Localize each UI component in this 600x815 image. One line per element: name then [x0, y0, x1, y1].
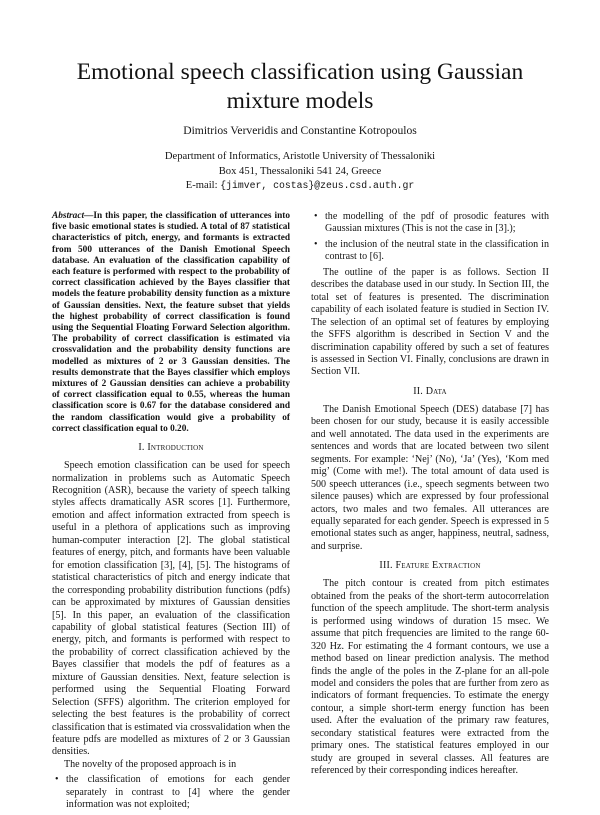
paper-title: Emotional speech classification using Gaussian mixture models	[76, 59, 524, 114]
list-item	[311, 211, 549, 236]
novelty-list-left	[52, 774, 290, 811]
affiliation-address: Box 451, Thessaloniki 541 24, Greece	[218, 165, 382, 177]
paper-authors: Dimitrios Ververidis and Constantine Kotropoulos	[183, 124, 417, 137]
list-item	[52, 774, 290, 811]
list-item	[311, 239, 549, 264]
email-label: E-mail:	[185, 180, 221, 192]
list-item-text: the inclusion of the neutral state in the classification in contrast to [6].	[325, 238, 549, 263]
abstract	[52, 211, 290, 435]
intro-paragraph-1: Speech emotion classification can be used for speech normalization in problems such as Automatic Speech Recognition (ASR), because the variety of speech talking styles affects dramatically ASR scores [1]. Furthermore, emotion and affect information extracted from speech is useful in a plethora of applications such as improving human-computer interaction [2]. The global statistical features of energy, pitch, and formants have been valuable for emotion classification [3], [4], [5]. The histograms of statistical characteristics of pitch and energy indicate that the corresponding probability distribution functions (pdfs) can be approximated by mixtures of Gaussian densities [5]. In this paper, an evaluation of the classification capability of global statistical features (Section III) of energy, pitch, and formants is performed with respect to the probability of correct classification achieved by the Bayes classifier that models the pdf of features as a mixture of Gaussian densities. Next, feature selection is performed using the Sequential Floating Forward Selection (SFFS) algorithm. The criterion employed for selecting the best features is the probability of correct classification that is estimated via crossvalidation when the feature pdfs are modelled as mixtures of 2 or 3 Gaussian densities.	[52, 460, 290, 758]
intro-paragraph-3: The outline of the paper is as follows. Section II describes the database used in our study. In Section III, the total set of features is presented. The discrimination capability of each isolated feature is studied in Section IV. The selection of an optimal set of features by employing the SFFS algorithm is described in Section V and the discrimination capability offered by such a set of features is assessed in Section VI. Finally, conclusions are drawn in Section VII.	[311, 266, 549, 378]
novelty-list-right	[311, 211, 549, 264]
bullet-icon: •	[314, 238, 318, 250]
data-paragraph-1: The Danish Emotional Speech (DES) database [7] has been chosen for our study, because it is easily accessible and well annotated. The data used in the experiments are sentences and words that are located between two silent segments. For example: ‘Nej’ (No), ‘Ja’ (Yes), ‘Kom med mig’ (Come with me!). The total amount of data used is 500 speech utterances (i.e., speech segments between two silence pauses) which are expressed by four professional actors, two males and two females. All utterances are equally separated for each gender. Speech is expressed in 5 emotional states such as anger, happiness, neutral, sadness, and surprise.	[311, 403, 549, 552]
bullet-icon: •	[55, 774, 59, 786]
bullet-icon: •	[314, 211, 318, 222]
right-column	[311, 211, 549, 778]
affiliation-block	[40, 150, 560, 194]
left-column	[52, 211, 290, 815]
section-heading-introduction: I. Introduction	[138, 442, 204, 454]
intro-paragraph-2: The novelty of the proposed approach is in	[64, 758, 237, 770]
email-address: {jimver, costas}@zeus.csd.auth.gr	[220, 180, 415, 192]
affiliation-email-line	[40, 179, 560, 194]
section-heading-data: II. Data	[413, 385, 447, 397]
abstract-text: —In this paper, the classification of utterances into five basic emotional states is studied. A total of 87 statistical characteristics of pitch, energy, and formants is extracted from 500 utterances of the Danish Emotional Speech database. An evaluation of the classification capability of each feature is performed with respect to the probability of correct classification achieved by the Bayes classifier that models the feature probability density function as a mixture of Gaussian densities. Next, the feature subset that yields the highest probability of correct classification is found using the Sequential Floating Forward Selection algorithm. The probability of correct classification is estimated via crossvalidation and the probability density functions are modelled as mixtures of 2 or 3 Gaussian densities. The results demonstrate that the Bayes classifier which employs mixtures of 2 Gaussian densities can achieve a probability of correct classification equal to 0.55, whereas the human classification score is 0.67 for the database considered and the random classification would give a probability of correct classification equal to 0.20.	[52, 211, 290, 434]
affiliation-department: Department of Informatics, Aristotle University of Thessaloniki	[164, 151, 436, 162]
abstract-label: Abstract	[52, 211, 85, 221]
section-heading-feature-extraction: III. Feature Extraction	[379, 560, 481, 572]
feature-paragraph-1: The pitch contour is created from pitch estimates obtained from the peaks of the short-term autocorrelation function of the speech amplitude. The short-term analysis is performed using windows of duration 15 msec. We assume that pitch frequencies are limited to the range 60-320 Hz. For estimating the 4 formant contours, we use a method based on linear prediction analysis. The method finds the angle of the poles in the Z-plane for an all-pole model and considers the poles that are further from zero as indicators of formant frequencies. To estimate the energy contour, a simple short-term energy function has been used. After the evaluation of the primary raw features, secondary statistical features were extracted from the primary ones. The statistical features employed in our study are grouped in several classes. All features are referenced by their corresponding indices hereafter.	[311, 578, 549, 777]
list-item-text: the modelling of the pdf of prosodic features with Gaussian mixtures (This is not the case in [3].);	[325, 211, 549, 235]
list-item-text: the classification of emotions for each gender separately in contrast to [4] where the gender information was not exploited;	[66, 774, 290, 811]
